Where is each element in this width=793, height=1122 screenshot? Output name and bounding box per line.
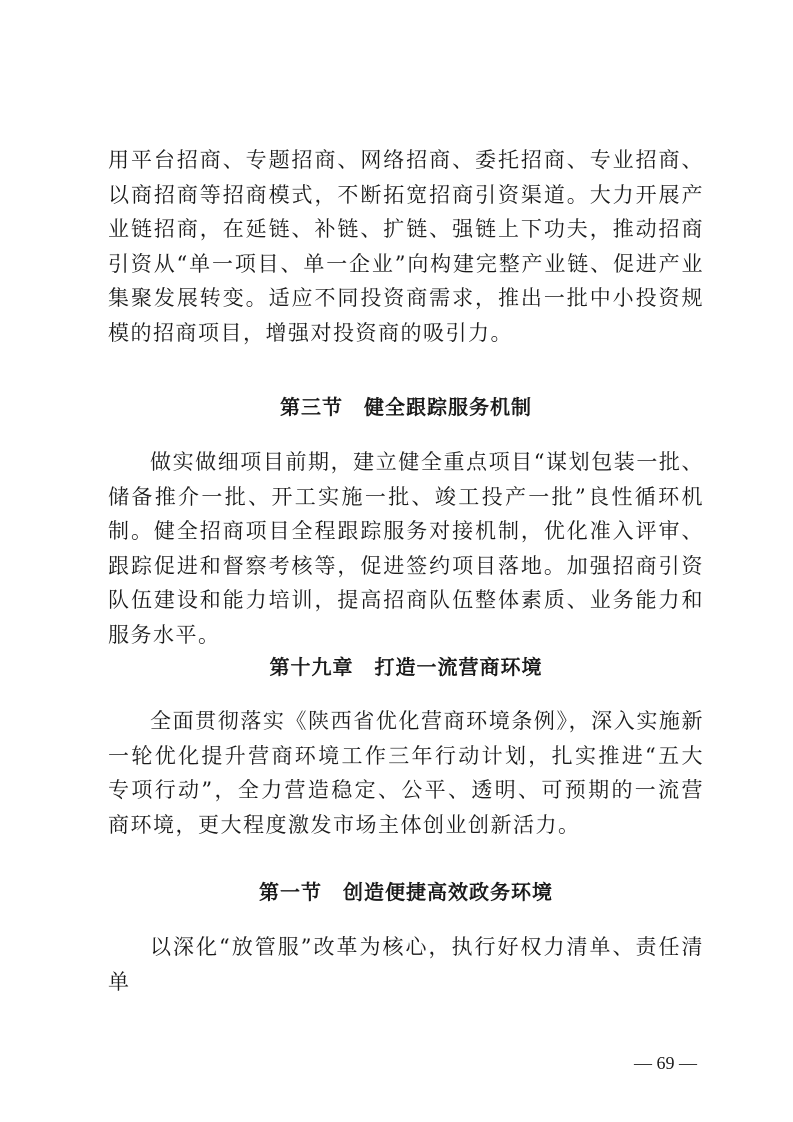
paragraph-reform-core: 以深化“放管服”改革为核心，执行好权力清单、责任清单 [108,935,704,994]
section-heading-tracking-service: 第三节 健全跟踪服务机制 [280,395,532,419]
paragraph-project-tracking: 做实做细项目前期，建立健全重点项目“谋划包装一批、储备推介一批、开工实施一批、竣工投产一批”良性循环机制。健全招商项目全程跟踪服务对接机制，优化准入评审、跟踪促进和督察考核等，促进签约项目落地。加强招商引资队伍建设和能力培训，提高招商队伍整体素质、业务能力和服务水平。 [108,450,704,647]
section-heading-government-service: 第一节 创造便捷高效政务环境 [259,880,553,904]
page-number: — 69 — [634,1053,697,1073]
paragraph-business-environment: 全面贯彻落实《陕西省优化营商环境条例》，深入实施新一轮优化提升营商环境工作三年行动计划，扎实推进“五大专项行动”，全力营造稳定、公平、透明、可预期的一流营商环境，更大程度激发市场主体创业创新活力。 [108,709,704,837]
chapter-heading-business-environment: 第十九章 打造一流营商环境 [269,655,543,679]
paragraph-investment-modes: 用平台招商、专题招商、网络招商、委托招商、专业招商、以商招商等招商模式，不断拓宽招商引资渠道。大力开展产业链招商，在延链、补链、扩链、强链上下功夫，推动招商引资从“单一项目、单一企业”向构建完整产业链、促进产业集聚发展转变。适应不同投资商需求，推出一批中小投资规模的招商项目，增强对投资商的吸引力。 [108,148,704,345]
